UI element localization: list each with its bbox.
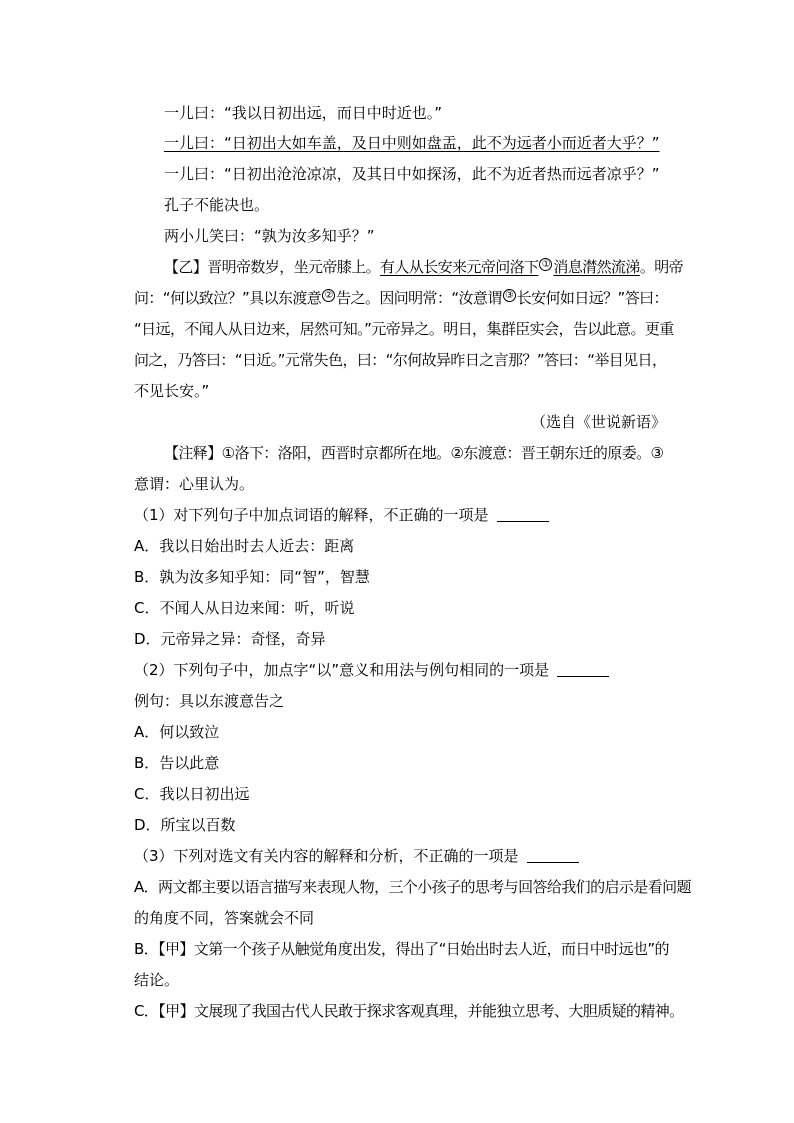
q2-option-b: B．告以此意 (134, 754, 220, 772)
q3-option-a-line-2: 的角度不同，答案就会不同 (134, 909, 315, 927)
question-3-stem (134, 846, 579, 866)
dialogue-line-3: 一儿曰：“日初出沧沧凉凉，及其日中如探汤，此不为近者热而远者凉乎？” (164, 165, 660, 183)
notes-line-1: 【注释】①洛下：洛阳，西晋时京都所在地。②东渡意：晋王朝东迁的原委。③ (164, 444, 664, 462)
q2-option-c: C．我以日初出远 (134, 785, 250, 803)
source-citation: （选自《世说新语》 (530, 413, 666, 431)
yi-line-1-d: 。明帝 (639, 258, 684, 276)
yi-line-1-a: 【乙】晋明帝数岁，坐元帝膝上。 (164, 258, 381, 276)
dialogue-line-1: 一儿曰：“我以日初出远，而日中时近也。” (164, 104, 443, 122)
dialogue-line-4: 孔子不能决也。 (164, 196, 270, 214)
q3-option-b-line-1: B．【甲】文第一个孩子从触觉角度出发，得出了“日始出时去人近，而日中时远也”的 (134, 940, 669, 958)
note-marker-2: ② (322, 289, 335, 302)
question-2-stem (134, 660, 609, 680)
dialogue-line-2-text: 一儿曰：“日初出大如车盖，及日中则如盘盂，此不为远者小而近者大乎？” (164, 134, 660, 152)
yi-line-1-c: 消息潸然流涕 (553, 258, 640, 276)
q2-example: 例句：具以东渡意告之 (134, 692, 285, 710)
q3-option-b-line-2: 结论。 (134, 971, 180, 989)
yi-line-2-b: 告之。因问明常：“汝意谓 (336, 289, 502, 307)
question-1-stem (134, 505, 549, 525)
note-marker-1: ① (539, 258, 552, 271)
q3-option-a-line-1: A．两文都主要以语言描写来表现人物，三个小孩子的思考与回答给我们的启示是看问题 (134, 878, 691, 896)
yi-line-2-c: 长安何如日远？”答曰： (516, 289, 668, 307)
yi-line-2-a: 问：“何以致泣？”具以东渡意 (134, 289, 322, 307)
q1-option-c: C．不闻人从日边来闻：听，听说 (134, 599, 355, 617)
answer-blank-3[interactable] (527, 848, 579, 863)
dialogue-line-5: 两小儿笑曰：“孰为汝多知乎？” (164, 227, 375, 245)
notes-line-2: 意谓：心里认为。 (134, 475, 255, 493)
q2-option-d: D．所宝以百数 (134, 816, 236, 834)
yi-line-1 (164, 257, 683, 277)
question-1-stem-text: （1）对下列句子中加点词语的解释，不正确的一项是 (134, 506, 489, 524)
yi-line-2 (134, 288, 668, 308)
yi-line-3: “日远，不闻人从日边来，居然可知。”元帝异之。明日，集群臣实会，告以此意。更重 (134, 320, 674, 338)
yi-line-4: 问之，乃答曰：“日近。”元常失色，曰：“尔何故异昨日之言那？”答曰：“举目见日， (134, 351, 667, 369)
answer-blank-1[interactable] (497, 507, 549, 522)
question-3-stem-text: （3）下列对选文有关内容的解释和分析，不正确的一项是 (134, 847, 519, 865)
answer-blank-2[interactable] (557, 662, 609, 677)
yi-line-5: 不见长安。” (134, 382, 210, 400)
q2-option-a: A．何以致泣 (134, 723, 220, 741)
q1-option-d: D．元帝异之异：奇怪，奇异 (134, 630, 326, 648)
q1-option-a: A．我以日始出时去人近去：距离 (134, 537, 355, 555)
yi-line-1-b: 有人从长安来元帝问洛下 (380, 258, 539, 276)
q1-option-b: B．孰为汝多知乎知：同“智”，智慧 (134, 568, 370, 586)
question-2-stem-text: （2）下列句子中，加点字“以”意义和用法与例句相同的一项是 (134, 661, 550, 679)
note-marker-3: ③ (503, 289, 516, 302)
q3-option-c: C．【甲】文展现了我国古代人民敢于探求客观真理，并能独立思考、大胆质疑的精神。 (134, 1002, 684, 1020)
dialogue-line-2 (164, 133, 660, 153)
